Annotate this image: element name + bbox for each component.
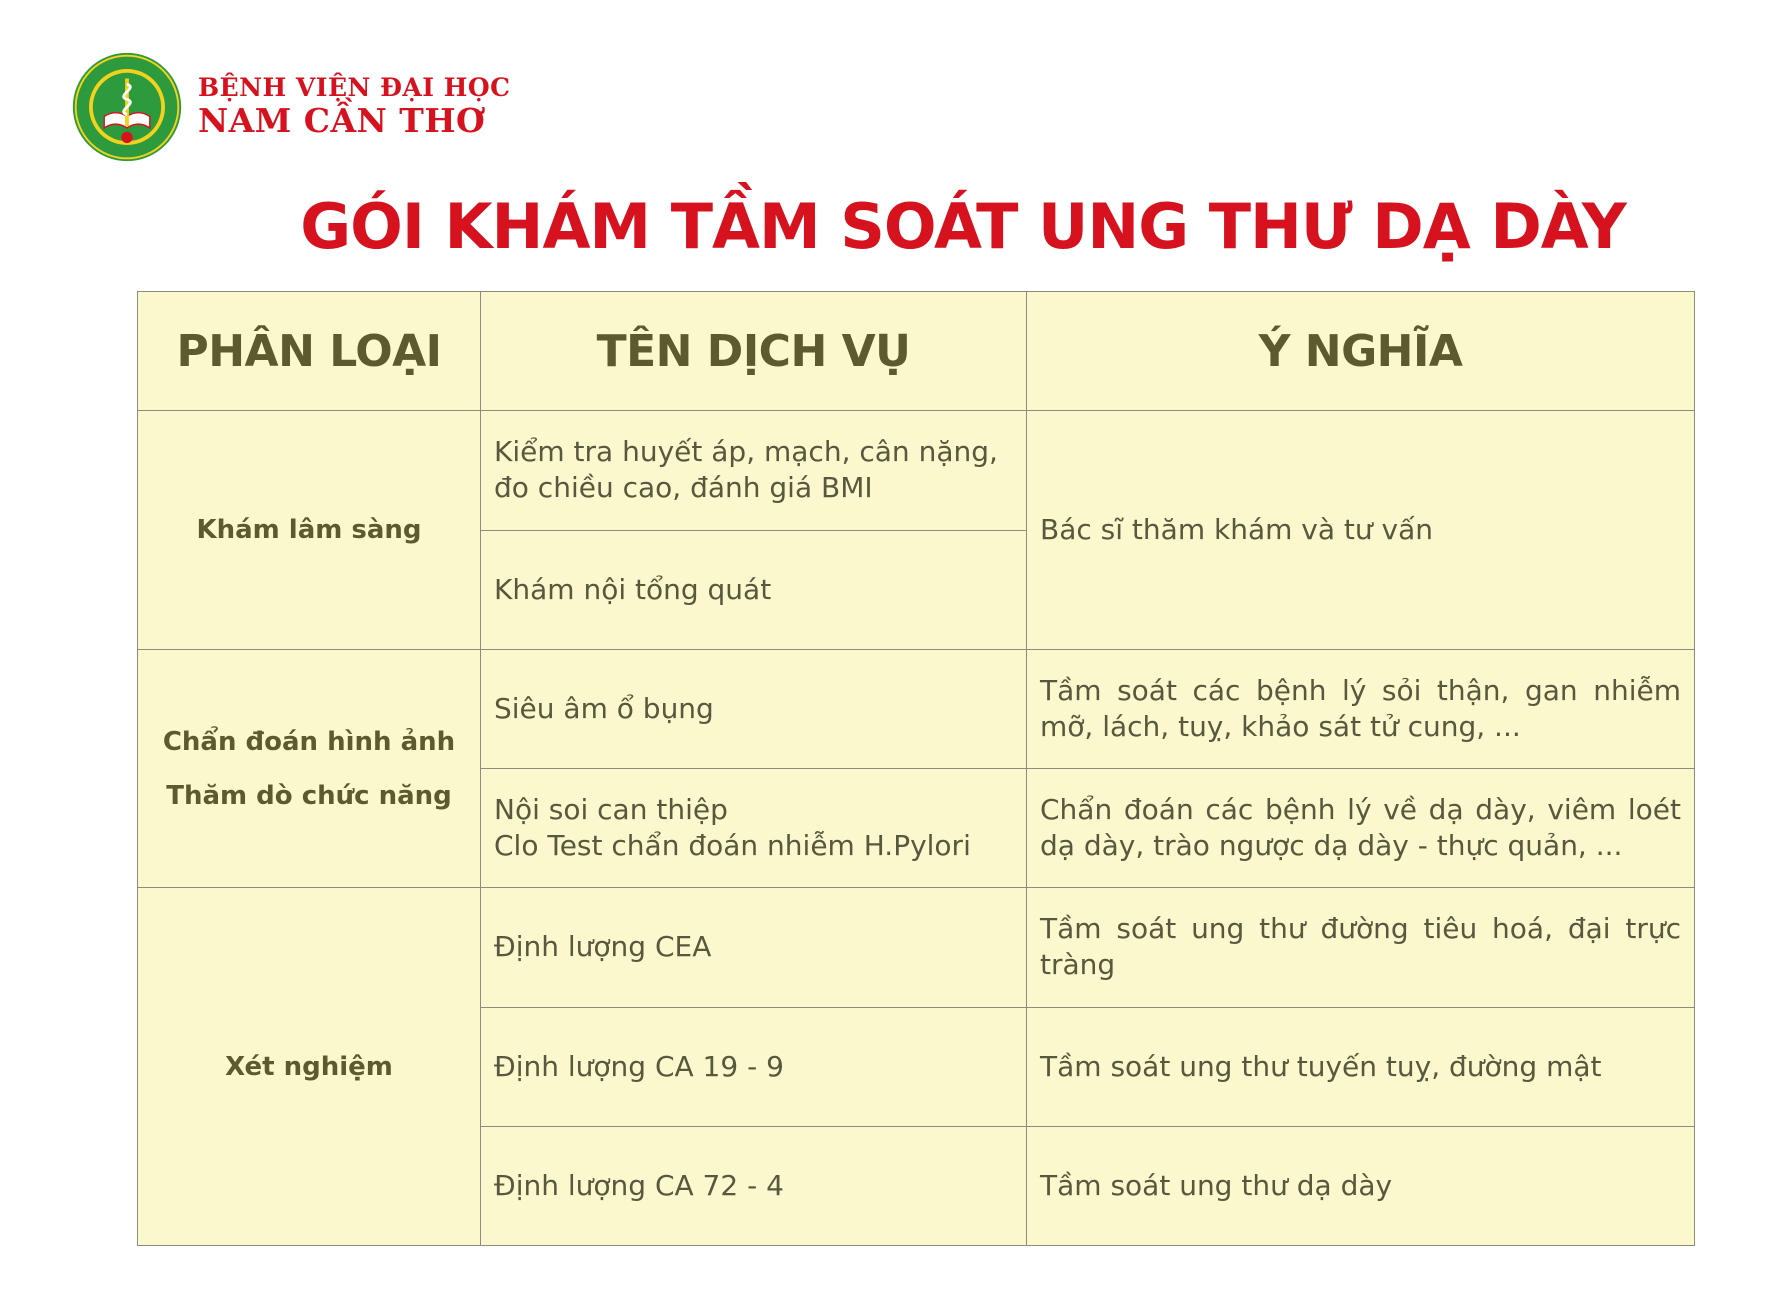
service-cell: [481, 769, 1027, 888]
hospital-name: [198, 74, 511, 141]
hospital-name-line2: NAM CẦN THƠ: [198, 101, 486, 141]
service-table: [137, 291, 1695, 1246]
hospital-logo: [70, 50, 184, 164]
header-category: PHÂN LOẠI: [138, 292, 481, 411]
service-cell: [481, 1126, 1027, 1245]
meaning-cell: Bác sĩ thăm khám và tư vấn: [1027, 411, 1695, 650]
service-label: Định lượng CA 19 - 9: [494, 1049, 784, 1083]
table-row: [138, 888, 1695, 1007]
page-title: GÓI KHÁM TẦM SOÁT UNG THƯ DẠ DÀY: [300, 190, 1626, 263]
table-row: [138, 411, 1695, 530]
service-cell: [481, 649, 1027, 768]
service-label: đo chiều cao, đánh giá BMI: [494, 471, 873, 505]
category-label: Chẩn đoán hình ảnh: [162, 726, 456, 757]
meaning-cell: Tầm soát ung thư dạ dày: [1027, 1126, 1695, 1245]
service-label: Kiểm tra huyết áp, mạch, cân nặng,: [494, 435, 998, 469]
category-label: Xét nghiệm: [225, 1051, 393, 1082]
meaning-cell: Tầm soát ung thư tuyến tuỵ, đường mật: [1027, 1007, 1695, 1126]
category-cell: [138, 888, 481, 1246]
meaning-cell: Tầm soát ung thư đường tiêu hoá, đại trực tràng: [1027, 888, 1695, 1007]
table-header-row: [138, 292, 1695, 411]
service-label: Siêu âm ổ bụng: [494, 691, 714, 725]
service-label: Định lượng CA 72 - 4: [494, 1168, 784, 1202]
category-cell: [138, 649, 481, 888]
service-label: Khám nội tổng quát: [494, 572, 772, 606]
service-label: Clo Test chẩn đoán nhiễm H.Pylori: [494, 829, 971, 863]
category-label: Khám lâm sàng: [196, 515, 422, 545]
category-cell: [138, 411, 481, 650]
service-cell: [481, 411, 1027, 530]
service-label: Nội soi can thiệp: [494, 793, 728, 827]
meaning-cell: Tầm soát các bệnh lý sỏi thận, gan nhiễm mỡ, lách, tuỵ, khảo sát tử cung, ...: [1027, 649, 1695, 768]
service-cell: [481, 1007, 1027, 1126]
service-cell: [481, 530, 1027, 649]
table-row: [138, 649, 1695, 768]
service-label: Định lượng CEA: [494, 930, 712, 964]
header-service: TÊN DỊCH VỤ: [481, 292, 1027, 411]
meaning-cell: Chẩn đoán các bệnh lý về dạ dày, viêm loét dạ dày, trào ngược dạ dày - thực quản, ...: [1027, 769, 1695, 888]
category-label: Thăm dò chức năng: [166, 780, 452, 811]
header-meaning: Ý NGHĨA: [1027, 292, 1695, 411]
service-cell: [481, 888, 1027, 1007]
hospital-name-line1: BỆNH VIỆN ĐẠI HỌC: [198, 72, 511, 102]
hospital-header: [70, 50, 511, 164]
